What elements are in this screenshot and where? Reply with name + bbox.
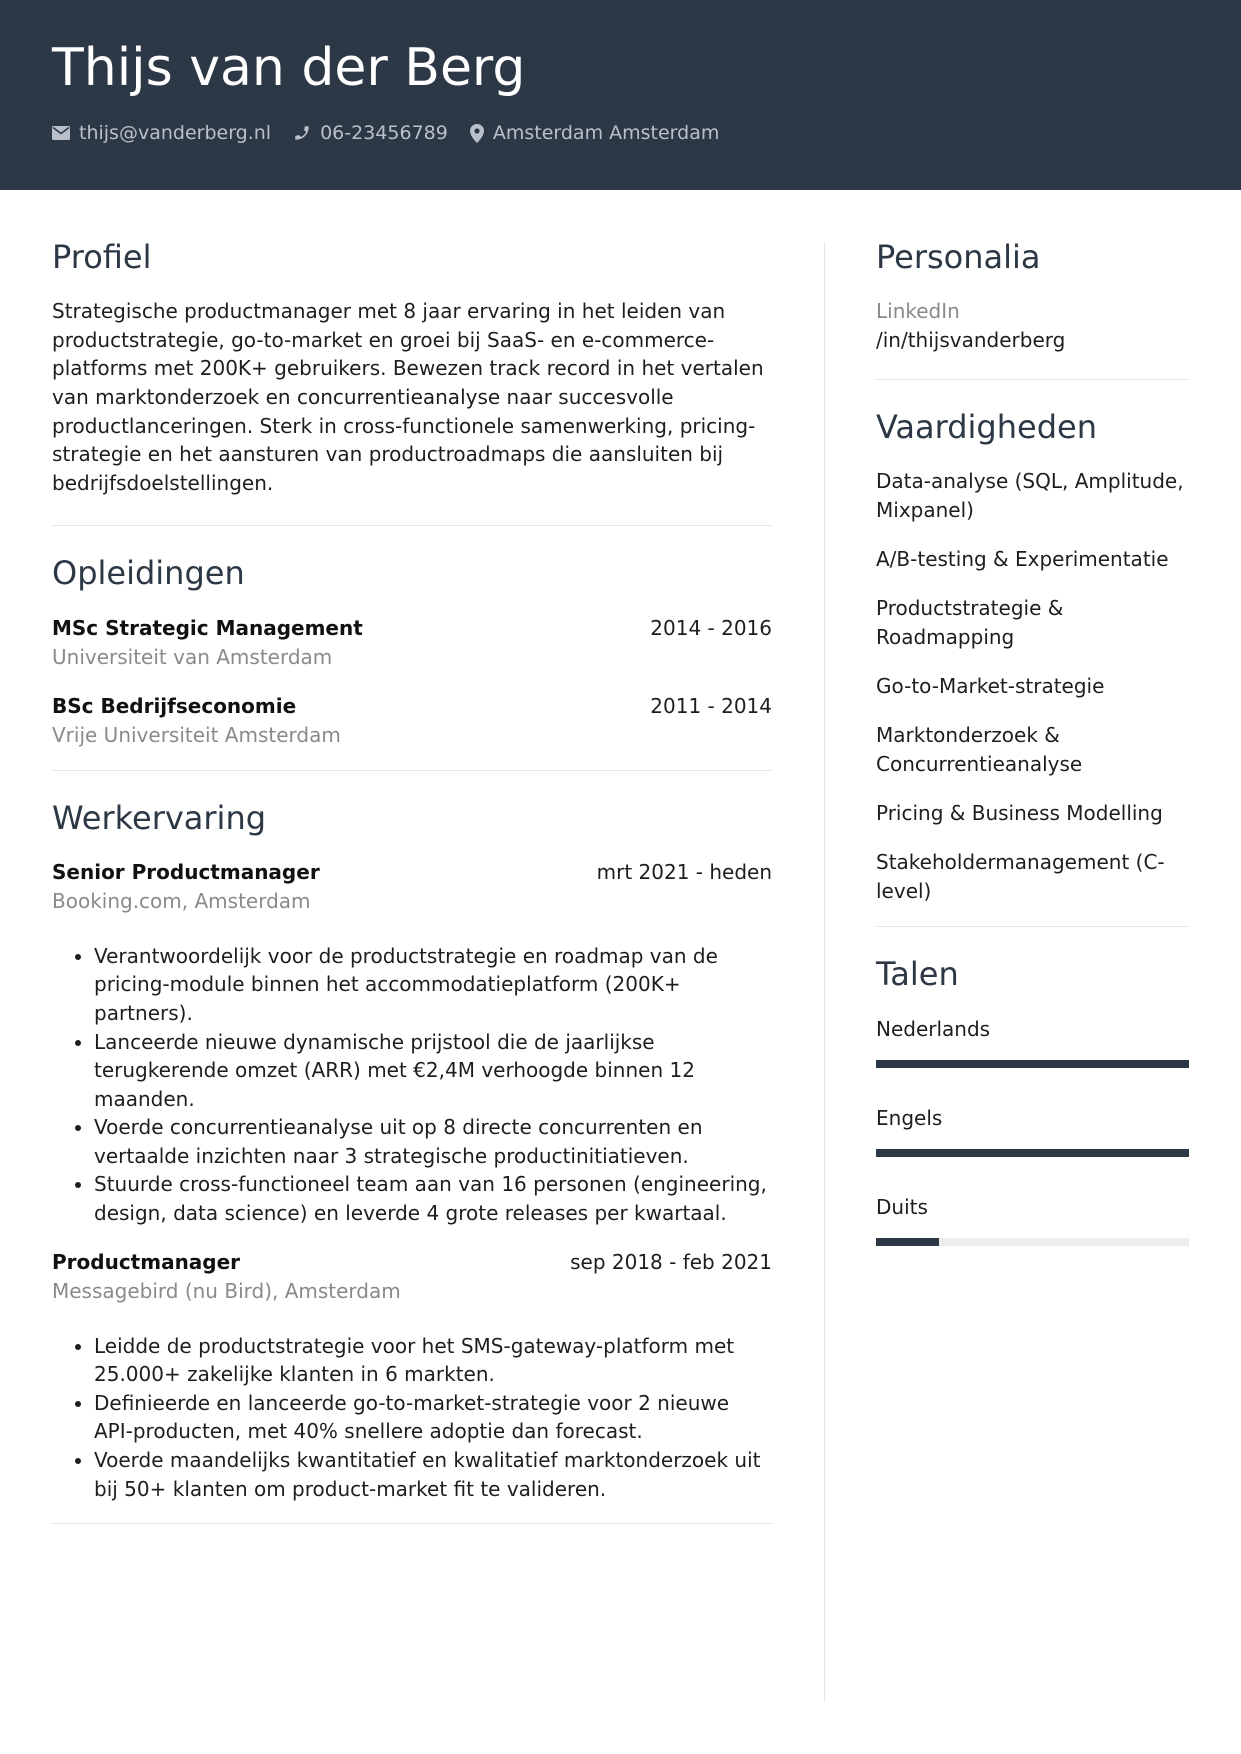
job-role: Productmanager	[52, 1249, 241, 1274]
personal-section	[876, 240, 1189, 380]
contact-info	[52, 122, 741, 144]
skill-item: Productstrategie & Roadmapping	[876, 596, 1064, 650]
skill-item: Data-analyse (SQL, Amplitude, Mixpanel)	[876, 469, 1184, 523]
education-entry	[52, 614, 772, 672]
sidebar-column	[876, 240, 1189, 1282]
language-level-bar	[876, 1060, 1189, 1068]
education-period: 2014 - 2016	[650, 615, 772, 640]
profile-text: Strategische productmanager met 8 jaar ervaring in het leiden van productstrategie, go-to-market en groei bij SaaS- en e-commerce-platforms met 200K+ gebruikers. Bewezen track record in het vertalen van marktonderzoek en concurrentieanalyse naar succesvolle productlanceringen. Sterk in cross-functionele samenwerking, pricing-strategie en het aansturen van productroadmaps die aansluiten bij bedrijfsdoelstellingen.	[52, 299, 764, 495]
language-name: Duits	[876, 1194, 928, 1219]
list-item: • Leidde de productstrategie voor het SMS-gateway-platform met 25.000+ zakelijke klanten in 6 markten.	[94, 1332, 772, 1389]
language-level-fill	[876, 1238, 939, 1246]
list-item: • Voerde concurrentieanalyse uit op 8 directe concurrenten en vertaalde inzichten naar 3 strategische productinitiatieven.	[94, 1113, 772, 1170]
list-item: • Verantwoordelijk voor de productstrategie en roadmap van de pricing-module binnen het accommodatieplatform (200K+ partners).	[94, 942, 772, 1028]
language-item	[876, 1193, 1189, 1246]
language-level-bar	[876, 1149, 1189, 1157]
language-level-fill	[876, 1149, 1189, 1157]
section-divider	[52, 770, 772, 771]
phone-icon	[293, 124, 311, 142]
linkedin-link[interactable]: /in/thijsvanderberg	[876, 328, 1066, 353]
skills-section	[876, 410, 1189, 927]
language-item	[876, 1104, 1189, 1157]
language-name: Nederlands	[876, 1016, 991, 1041]
envelope-icon	[52, 126, 70, 140]
skill-item: Go-to-Market-strategie	[876, 674, 1105, 699]
experience-section	[52, 798, 772, 1525]
list-item: • Voerde maandelijks kwantitatief en kwalitatief marktonderzoek uit bij 50+ klanten om product-market fit te valideren.	[94, 1446, 772, 1503]
skill-item: Pricing & Business Modelling	[876, 801, 1163, 826]
section-divider	[876, 926, 1189, 927]
job-bullets	[94, 942, 772, 1228]
skill-item: Marktonderzoek & Concurrentieanalyse	[876, 723, 1083, 777]
job-entry	[52, 858, 772, 1228]
language-name: Engels	[876, 1105, 943, 1130]
contact-email[interactable]	[52, 122, 271, 144]
language-level-fill	[876, 1060, 1189, 1068]
job-entry	[52, 1248, 772, 1504]
candidate-name: Thijs van der Berg	[52, 38, 526, 98]
profile-section	[52, 240, 772, 526]
phone-text: 06-23456789	[320, 122, 448, 144]
list-item: • Definieerde en lanceerde go-to-market-strategie voor 2 nieuwe API-producten, met 40% snellere adoptie dan forecast.	[94, 1389, 772, 1446]
job-period: sep 2018 - feb 2021	[570, 1249, 772, 1274]
column-divider	[824, 242, 825, 1702]
education-period: 2011 - 2014	[650, 693, 772, 718]
education-title: Opleidingen	[52, 554, 245, 593]
languages-section	[876, 957, 1189, 1245]
language-item	[876, 1015, 1189, 1068]
language-level-bar	[876, 1238, 1189, 1246]
experience-title: Werkervaring	[52, 798, 267, 837]
education-school: Vrije Universiteit Amsterdam	[52, 722, 341, 747]
education-degree: MSc Strategic Management	[52, 615, 363, 640]
main-column	[52, 240, 772, 1524]
job-role: Senior Productmanager	[52, 859, 320, 884]
profile-title: Profiel	[52, 238, 152, 276]
education-school: Universiteit van Amsterdam	[52, 644, 333, 669]
list-item: • Stuurde cross-functioneel team aan van 16 personen (engineering, design, data science) en leverde 4 grote releases per kwartaal.	[94, 1170, 772, 1227]
contact-phone[interactable]	[293, 122, 448, 144]
skills-title: Vaardigheden	[876, 408, 1097, 447]
education-section	[52, 556, 772, 770]
location-pin-icon	[470, 124, 484, 143]
section-divider	[876, 379, 1189, 380]
contact-location	[470, 122, 720, 144]
email-text: thijs@vanderberg.nl	[79, 122, 272, 144]
education-entry	[52, 692, 772, 750]
job-company: Booking.com, Amsterdam	[52, 888, 311, 913]
job-company: Messagebird (nu Bird), Amsterdam	[52, 1278, 401, 1303]
personal-title: Personalia	[876, 238, 1041, 276]
list-item: • Lanceerde nieuwe dynamische prijstool die de jaarlijkse terugkerende omzet (ARR) met €2,4M verhoogde binnen 12 maanden.	[94, 1028, 772, 1114]
skill-item: A/B-testing & Experimentatie	[876, 547, 1169, 572]
languages-title: Talen	[876, 955, 959, 994]
skill-item: Stakeholdermanagement (C-level)	[876, 850, 1165, 904]
job-bullets	[94, 1332, 772, 1504]
education-degree: BSc Bedrijfseconomie	[52, 693, 297, 718]
section-divider	[52, 1523, 772, 1524]
location-text: Amsterdam Amsterdam	[492, 122, 720, 144]
job-period: mrt 2021 - heden	[596, 859, 772, 884]
linkedin-label: LinkedIn	[876, 299, 960, 324]
section-divider	[52, 525, 772, 526]
header-banner	[0, 0, 1241, 190]
